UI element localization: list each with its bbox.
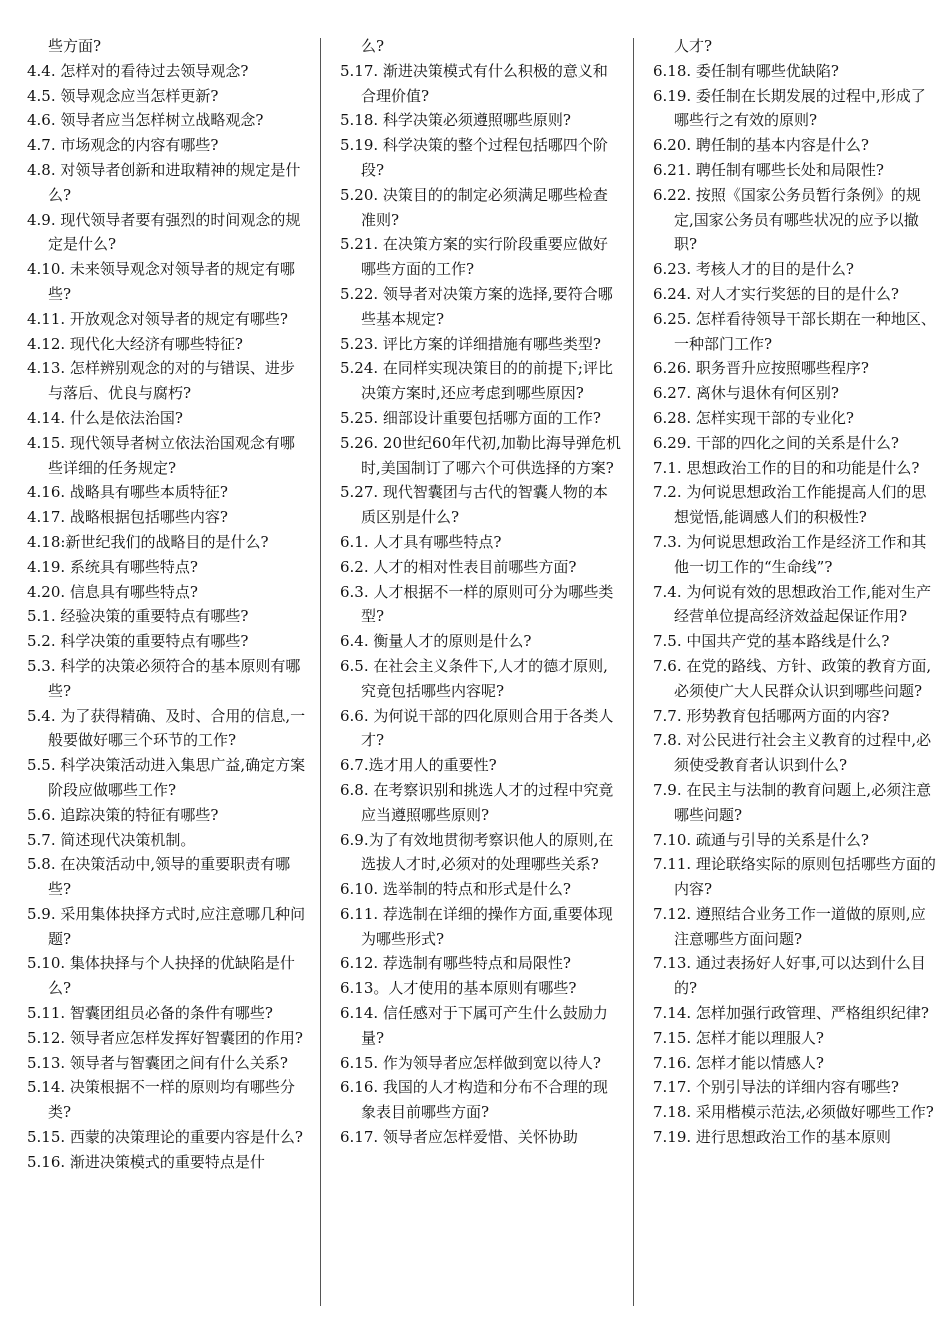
question-item: 4.18:新世纪我们的战略目的是什么? [27, 532, 269, 551]
question-continuation: 些方面? [48, 37, 102, 55]
question-continuation: 人才? [674, 37, 713, 55]
question-item: 5.1. 经验决策的重要特点有哪些? [27, 607, 249, 626]
question-item: 6.24. 对人才实行奖惩的目的是什么? [653, 284, 899, 303]
question-item: 7.13. 通过表扬好人好事,可以达到什么目的? [653, 954, 926, 998]
question-continuation: 么? [361, 37, 385, 55]
question-item: 7.8. 对公民进行社会主义教育的过程中,必须使受教育者认识到什么? [653, 731, 932, 775]
question-item: 6.29. 干部的四化之间的关系是什么? [653, 433, 899, 452]
question-item: 6.17. 领导者应怎样爱惜、关怀协助 [340, 1128, 578, 1147]
question-item: 4.16. 战略具有哪些本质特征? [27, 483, 228, 502]
question-item: 7.16. 怎样才能以情感人? [653, 1053, 824, 1072]
question-item: 6.10. 选举制的特点和形式是什么? [340, 880, 571, 899]
question-item: 5.23. 评比方案的详细措施有哪些类型? [340, 334, 601, 353]
question-item: 5.25. 细部设计重要包括哪方面的工作? [340, 408, 601, 427]
question-item: 6.2. 人才的相对性表目前哪些方面? [340, 557, 577, 576]
question-item: 6.21. 聘任制有哪些长处和局限性? [653, 160, 884, 179]
text-column-3 [653, 34, 937, 1150]
question-item: 5.11. 智囊团组员必备的条件有哪些? [27, 1004, 273, 1023]
question-item: 5.2. 科学决策的重要特点有哪些? [27, 632, 249, 651]
question-item: 7.3. 为何说思想政治工作是经济工作和其他一切工作的“生命线”? [653, 532, 927, 576]
question-item: 7.5. 中国共产党的基本路线是什么? [653, 632, 890, 651]
question-item: 5.13. 领导者与智囊团之间有什么关系? [27, 1053, 288, 1072]
question-item: 5.24. 在同样实现决策目的的前提下;评比决策方案时,还应考虑到哪些原因? [340, 359, 613, 403]
question-item: 6.26. 职务晋升应按照哪些程序? [653, 359, 869, 378]
question-item: 7.17. 个别引导法的详细内容有哪些? [653, 1078, 899, 1097]
question-item: 7.6. 在党的路线、方针、政策的教育方面,必须使广大人民群众认识到哪些问题? [653, 656, 932, 700]
question-item: 7.10. 疏通与引导的关系是什么? [653, 830, 869, 849]
question-item: 6.1. 人才具有哪些特点? [340, 532, 502, 551]
question-item: 4.9. 现代领导者要有强烈的时间观念的规定是什么? [27, 210, 301, 254]
question-item: 5.12. 领导者应怎样发挥好智囊团的作用? [27, 1028, 303, 1047]
question-item: 6.3. 人才根据不一样的原则可分为哪些类型? [340, 582, 614, 626]
question-item: 6.15. 作为领导者应怎样做到宽以待人? [340, 1053, 601, 1072]
column-divider [633, 38, 634, 1306]
question-item: 4.15. 现代领导者树立依法治国观念有哪些详细的任务规定? [27, 433, 295, 477]
question-item: 4.20. 信息具有哪些特点? [27, 582, 198, 601]
question-item: 4.13. 怎样辨别观念的对的与错误、进步与落后、优良与腐朽? [27, 359, 295, 403]
question-item: 6.23. 考核人才的目的是什么? [653, 260, 854, 279]
question-item: 7.15. 怎样才能以理服人? [653, 1028, 824, 1047]
question-item: 6.5. 在社会主义条件下,人才的德才原则,究竟包括哪些内容呢? [340, 656, 608, 700]
question-item: 7.11. 理论联络实际的原则包括哪些方面的内容? [653, 855, 936, 899]
text-column-1 [27, 34, 309, 1175]
question-item: 6.16. 我国的人才构造和分布不合理的现象表目前哪些方面? [340, 1078, 608, 1122]
question-item: 5.4. 为了获得精确、及时、合用的信息,一般要做好哪三个环节的工作? [27, 706, 306, 750]
question-item: 6.28. 怎样实现干部的专业化? [653, 408, 854, 427]
question-item: 5.26. 20世纪60年代初,加勒比海导弹危机时,美国制订了哪六个可供选择的方案? [340, 433, 621, 477]
question-item: 5.5. 科学决策活动进入集思广益,确定方案阶段应做哪些工作? [27, 756, 306, 799]
question-item: 4.6. 领导者应当怎样树立战略观念? [27, 111, 264, 130]
question-item: 6.4. 衡量人才的原则是什么? [340, 632, 532, 651]
question-item: 4.12. 现代化大经济有哪些特征? [27, 334, 243, 353]
question-item: 7.14. 怎样加强行政管理、严格组织纪律? [653, 1004, 929, 1023]
question-item: 5.9. 采用集体抉择方式时,应注意哪几种问题? [27, 904, 306, 948]
question-item: 6.27. 离休与退休有何区别? [653, 384, 839, 403]
question-item: 7.7. 形势教育包括哪两方面的内容? [653, 706, 890, 725]
question-item: 5.15. 西蒙的决策理论的重要内容是什么? [27, 1128, 303, 1147]
question-item: 5.3. 科学的决策必须符合的基本原则有哪些? [27, 656, 301, 700]
question-item: 5.19. 科学决策的整个过程包括哪四个阶段? [340, 136, 608, 179]
question-item: 4.14. 什么是依法治国? [27, 408, 183, 427]
question-item: 6.9.为了有效地贯彻考察识他人的原则,在选拔人才时,必须对的处理哪些关系? [340, 830, 614, 874]
question-item: 5.22. 领导者对决策方案的选择,要符合哪些基本规定? [340, 284, 613, 328]
question-item: 6.13。人才使用的基本原则有哪些? [340, 979, 577, 998]
question-item: 6.22. 按照《国家公务员暂行条例》的规定,国家公务员有哪些状况的应予以撤职? [653, 185, 921, 254]
question-item: 6.11. 荐选制在详细的操作方面,重要体现为哪些形式? [340, 904, 613, 948]
question-item: 5.6. 追踪决策的特征有哪些? [27, 805, 219, 824]
question-item: 5.14. 决策根据不一样的原则均有哪些分类? [27, 1078, 295, 1122]
question-item: 6.8. 在考察识别和挑选人才的过程中究竟应当遵照哪些原则? [340, 780, 614, 824]
question-item: 5.18. 科学决策必须遵照哪些原则? [340, 111, 571, 130]
question-item: 5.20. 决策目的的制定必须满足哪些检查准则? [340, 185, 608, 229]
question-item: 7.18. 采用楷模示范法,必须做好哪些工作? [653, 1103, 934, 1122]
question-item: 6.7.选才用人的重要性? [340, 756, 497, 775]
column-divider [320, 38, 321, 1306]
question-item: 4.10. 未来领导观念对领导者的规定有哪些? [27, 260, 295, 303]
question-item: 6.6. 为何说干部的四化原则合用于各类人才? [340, 706, 614, 750]
question-item: 6.12. 荐选制有哪些特点和局限性? [340, 954, 571, 973]
question-item: 4.8. 对领导者创新和进取精神的规定是什么? [27, 160, 301, 204]
question-item: 4.4. 怎样对的看待过去领导观念? [27, 61, 249, 80]
question-item: 5.27. 现代智囊团与古代的智囊人物的本质区别是什么? [340, 483, 608, 527]
question-item: 5.8. 在决策活动中,领导的重要职责有哪些? [27, 855, 291, 899]
question-item: 5.16. 渐进决策模式的重要特点是什 [27, 1152, 265, 1171]
question-item: 6.20. 聘任制的基本内容是什么? [653, 136, 869, 155]
question-item: 7.12. 遵照结合业务工作一道做的原则,应注意哪些方面问题? [653, 904, 926, 948]
question-item: 4.11. 开放观念对领导者的规定有哪些? [27, 309, 288, 328]
question-item: 5.10. 集体抉择与个人抉择的优缺陷是什么? [27, 954, 295, 998]
question-item: 4.7. 市场观念的内容有哪些? [27, 136, 219, 155]
question-item: 7.9. 在民主与法制的教育问题上,必须注意哪些问题? [653, 780, 932, 824]
question-item: 7.19. 进行思想政治工作的基本原则 [653, 1128, 891, 1147]
question-item: 5.21. 在决策方案的实行阶段重要应做好哪些方面的工作? [340, 235, 608, 279]
question-item: 5.7. 简述现代决策机制。 [27, 830, 196, 849]
question-item: 4.5. 领导观念应当怎样更新? [27, 86, 219, 105]
question-item: 7.2. 为何说思想政治工作能提高人们的思想觉悟,能调感人们的积极性? [653, 483, 927, 527]
question-item: 5.17. 渐进决策模式有什么积极的意义和合理价值? [340, 61, 608, 105]
text-column-2 [340, 34, 622, 1150]
question-item: 7.4. 为何说有效的思想政治工作,能对生产经营单位提高经济效益起保证作用? [653, 582, 932, 626]
question-item: 7.1. 思想政治工作的目的和功能是什么? [653, 458, 920, 477]
question-item: 6.25. 怎样看待领导干部长期在一种地区、一种部门工作? [653, 309, 936, 353]
question-item: 6.19. 委任制在长期发展的过程中,形成了哪些行之有效的原则? [653, 86, 926, 130]
question-item: 4.17. 战略根据包括哪些内容? [27, 508, 228, 527]
question-item: 4.19. 系统具有哪些特点? [27, 557, 198, 576]
question-item: 6.18. 委任制有哪些优缺陷? [653, 61, 839, 80]
question-item: 6.14. 信任感对于下属可产生什么鼓励力量? [340, 1004, 608, 1047]
